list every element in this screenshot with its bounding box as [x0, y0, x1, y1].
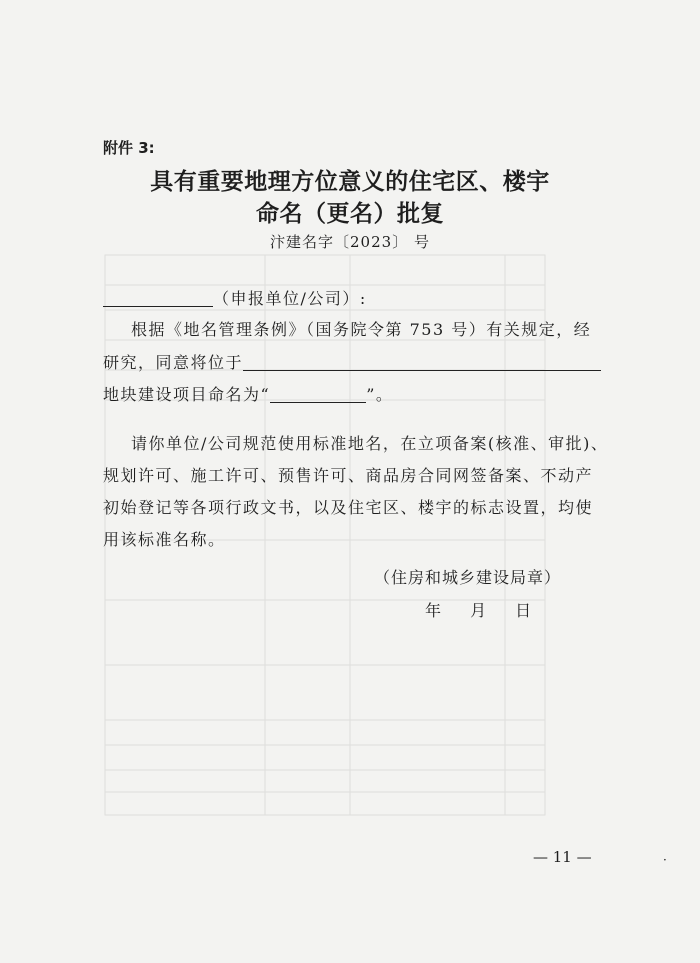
- issuing-seal-text: （住房和城乡建设局章）: [374, 568, 562, 587]
- para2-line3: 初始登记等各项行政文书，以及住宅区、楼宇的标志设置，均使: [103, 498, 594, 517]
- para2-line2: 规划许可、施工许可、预售许可、商品房合同网签备案、不动产: [103, 466, 594, 485]
- para1-line3: [103, 386, 393, 403]
- attachment-label: 附件 3:: [103, 139, 155, 157]
- applicant-line: [103, 290, 367, 307]
- document-number: 汴建名字〔2023〕 号: [270, 233, 430, 251]
- document-title-line-1: 具有重要地理方位意义的住宅区、楼宇: [150, 168, 550, 195]
- para1-line3-suffix: ”。: [366, 385, 394, 404]
- para2-line4: 用该标准名称。: [103, 530, 226, 549]
- para2-line1: 请你单位/公司规范使用标准地名，在立项备案(核准、审批)、: [131, 434, 609, 453]
- para1-line1: 根据《地名管理条例》（国务院令第 753 号）有关规定，经: [131, 320, 592, 339]
- issue-date: 年 月 日: [425, 601, 532, 620]
- document-title-line-2: 命名（更名）批复: [256, 200, 444, 227]
- para1-line2: [103, 354, 601, 371]
- para1-line3-prefix: 地块建设项目命名为“: [103, 385, 271, 404]
- scan-dot: ·: [663, 853, 667, 867]
- para1-line2-text: 研究，同意将位于: [103, 353, 244, 372]
- applicant-suffix: （申报单位/公司）:: [213, 289, 367, 308]
- project-name-blank: [270, 386, 366, 403]
- location-blank: [243, 354, 601, 371]
- page-number: — 11 —: [533, 848, 592, 866]
- applicant-blank: [103, 290, 213, 307]
